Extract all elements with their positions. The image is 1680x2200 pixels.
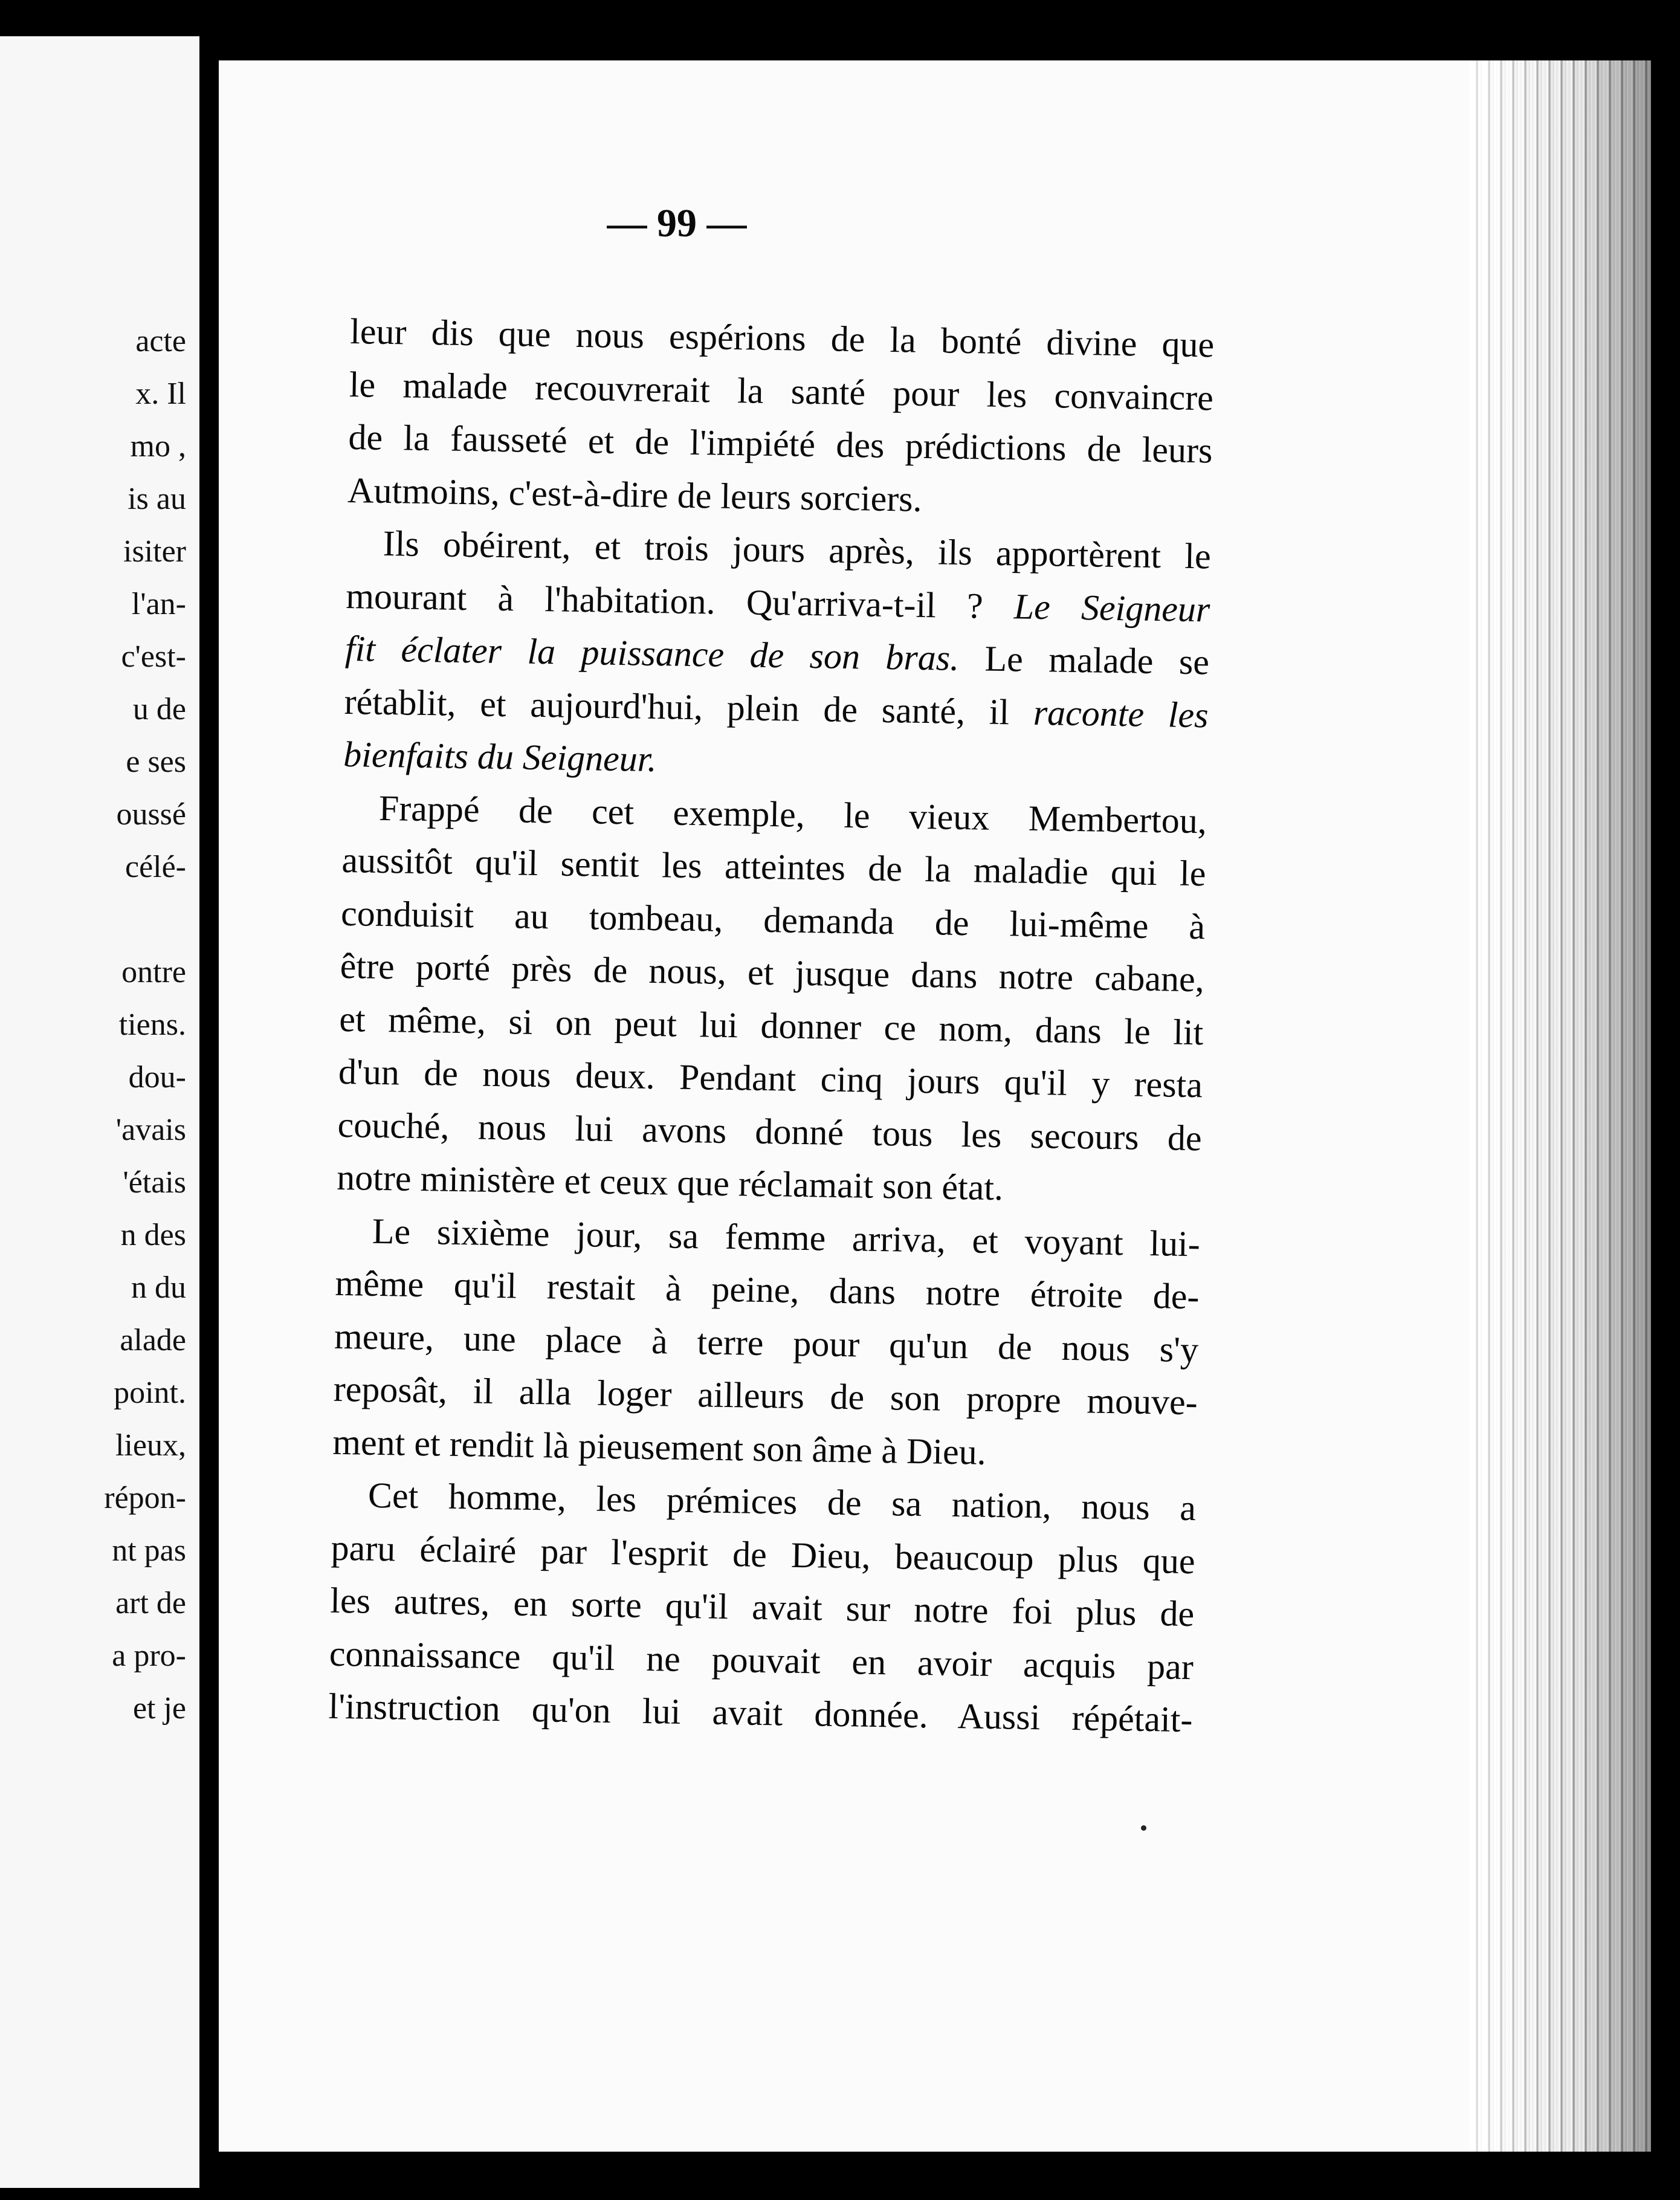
left-page-line: tiens. xyxy=(118,1008,186,1042)
left-page-line: oussé xyxy=(116,797,186,832)
text-line: paru éclairé par l'esprit de Dieu, beaucoup plus que xyxy=(331,1527,1196,1581)
text-line: fit éclater la puissance de son bras. Le malade se xyxy=(344,628,1210,682)
left-page-line: célé- xyxy=(124,850,186,884)
left-page-line: 'étais xyxy=(123,1165,186,1200)
text-line: connaissance qu'il ne pouvait en avoir acquis par xyxy=(329,1633,1194,1687)
text-line: mourant à l'habitation. Qu'arriva-t-il ? Le Seigneur xyxy=(345,575,1210,629)
text-line: meure, une place à terre pour qu'un de nous s'y xyxy=(334,1316,1199,1370)
text-line: aussitôt qu'il sentit les atteintes de la maladie qui le xyxy=(341,840,1206,894)
left-page-line: x. Il xyxy=(135,377,186,411)
paragraph xyxy=(328,1469,1197,1747)
paragraph xyxy=(332,1204,1201,1482)
italic-text: fit éclater la puissance de son bras. xyxy=(344,628,960,678)
page-edges-shade xyxy=(1470,60,1651,2152)
italic-text: bienfaits du Seigneur. xyxy=(343,734,657,780)
left-page-line: n du xyxy=(131,1270,186,1305)
left-page-line: isiter xyxy=(123,534,186,569)
left-page-line: c'est- xyxy=(121,639,186,674)
text-line: reposât, il alla loger ailleurs de son propre mouve- xyxy=(333,1368,1198,1423)
text-line: rétablit, et aujourd'hui, plein de santé, il raconte les xyxy=(344,681,1209,735)
left-page-line: répon- xyxy=(104,1481,186,1515)
paragraph xyxy=(343,517,1212,795)
text-line: les autres, en sorte qu'il avait sur notre foi plus de xyxy=(329,1580,1195,1634)
left-page-line: dou- xyxy=(128,1060,186,1095)
left-page-line: et je xyxy=(132,1691,186,1726)
paragraph xyxy=(347,305,1215,530)
italic-text: raconte les xyxy=(1033,692,1209,735)
text-line: Frappé de cet exemple, le vieux Membertou, xyxy=(378,788,1207,841)
text-line: notre ministère et ceux que réclamait son état. xyxy=(336,1157,1004,1208)
left-page-line: is au xyxy=(128,482,186,516)
text-line: Cet homme, les prémices de sa nation, nous a xyxy=(367,1475,1197,1529)
page-number: — 99 — xyxy=(607,201,747,245)
text-line: le malade recouvrerait la santé pour les convaincre xyxy=(349,364,1214,418)
text-line: d'un de nous deux. Pendant cinq jours qu'il y resta xyxy=(338,1051,1203,1105)
left-page-line: u de xyxy=(132,692,186,726)
left-page-line: ontre xyxy=(121,955,186,989)
left-page-line: alade xyxy=(120,1323,186,1357)
text-line: Le sixième jour, sa femme arriva, et voyant lui- xyxy=(372,1211,1201,1264)
dust-speck xyxy=(1141,1825,1146,1831)
left-page-line: n des xyxy=(120,1218,186,1252)
left-page-line: lieux, xyxy=(115,1428,186,1463)
left-page-line: l'an- xyxy=(131,587,186,621)
left-page-line: a pro- xyxy=(112,1639,186,1673)
text-line: l'instruction qu'on lui avait donnée. Aussi répétait- xyxy=(328,1686,1193,1740)
text-line: conduisit au tombeau, demanda de lui-même à xyxy=(340,893,1206,946)
left-page-line: art de xyxy=(115,1586,186,1620)
body-text xyxy=(328,305,1215,1747)
paragraph xyxy=(337,781,1207,1217)
text-line: Autmoins, c'est-à-dire de leurs sorciers. xyxy=(347,470,923,519)
left-page-fragment xyxy=(0,36,199,2188)
book-gutter xyxy=(199,0,219,2200)
text-line: leur dis que nous espérions de la bonté divine que xyxy=(349,311,1215,365)
italic-text: Le Seigneur xyxy=(1013,586,1210,629)
text-line: de la fausseté et de l'impiété des prédictions de leurs xyxy=(348,416,1213,471)
left-page-line: mo , xyxy=(130,429,186,464)
page-edges xyxy=(1470,60,1651,2152)
text-line: Ils obéirent, et trois jours après, ils apportèrent le xyxy=(383,523,1212,577)
text-line: couché, nous lui avons donné tous les secours de xyxy=(337,1104,1203,1158)
left-page-line: point. xyxy=(114,1376,186,1410)
text-line: ment et rendit là pieusement son âme à Dieu. xyxy=(332,1422,987,1472)
text-line: être porté près de nous, et jusque dans notre cabane, xyxy=(340,945,1205,1000)
text-line: même qu'il restait à peine, dans notre étroite de- xyxy=(335,1263,1200,1317)
left-page-line: 'avais xyxy=(115,1113,186,1147)
left-page-line: e ses xyxy=(126,745,186,779)
left-page-line: acte xyxy=(135,324,186,358)
text-line: et même, si on peut lui donner ce nom, dans le lit xyxy=(338,998,1204,1052)
left-page-line: nt pas xyxy=(112,1533,186,1568)
